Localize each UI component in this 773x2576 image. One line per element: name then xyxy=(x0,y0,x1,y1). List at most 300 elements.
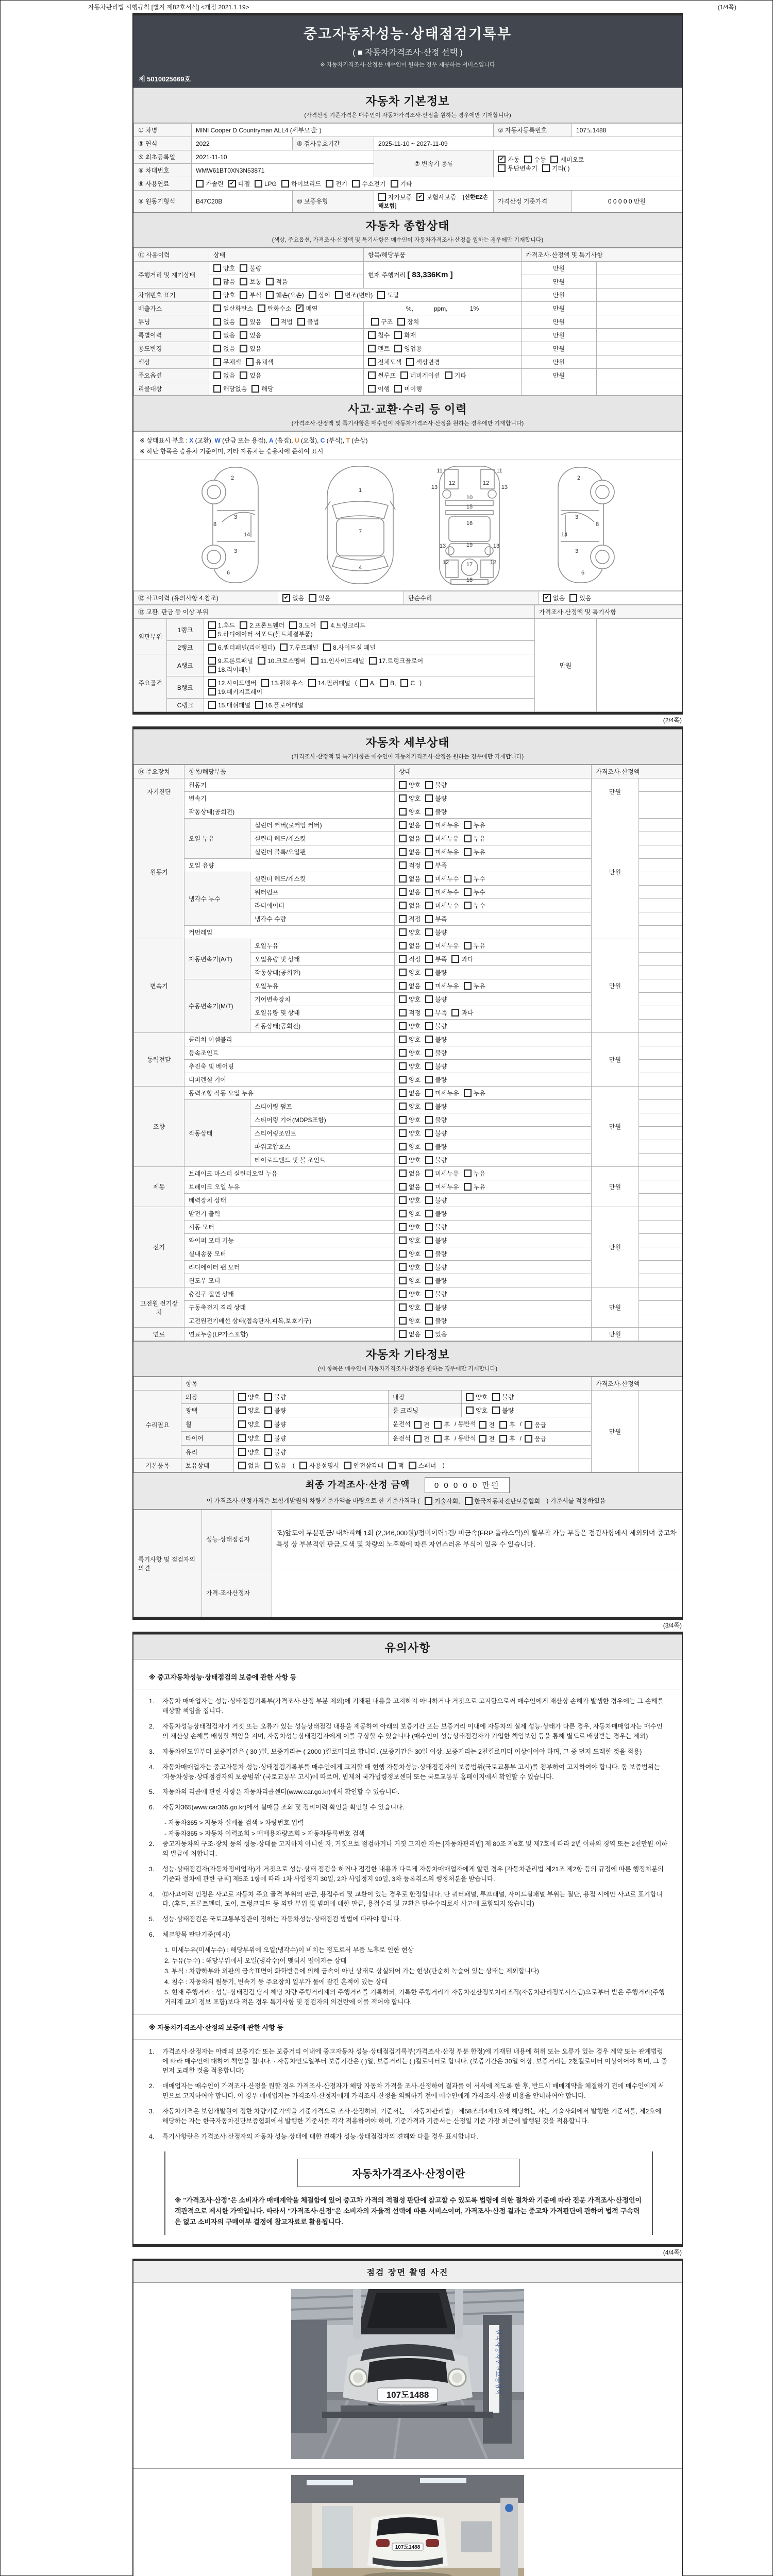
col-device: ⑭ 주요장치 xyxy=(134,765,184,778)
checkbox-한국자동차진단보증협회[interactable] xyxy=(465,1497,541,1505)
empty-box-icon xyxy=(368,385,376,393)
checkbox-누유[interactable] xyxy=(464,848,485,856)
checkbox-부식[interactable] xyxy=(240,291,261,299)
checkbox-부족[interactable] xyxy=(425,861,447,870)
checkbox-양호[interactable] xyxy=(399,1142,421,1151)
item-status xyxy=(395,899,592,912)
checkbox-불법[interactable] xyxy=(297,317,319,326)
checkbox-없음[interactable] xyxy=(282,594,304,602)
checkbox-label: 기타 xyxy=(454,372,466,380)
checkbox-부족[interactable] xyxy=(425,1008,447,1017)
notice-list-2 xyxy=(149,1839,668,2007)
checkbox-양호[interactable] xyxy=(399,1276,421,1285)
checkbox-8.사이드실 패널[interactable] xyxy=(323,643,376,652)
checkbox-없음[interactable] xyxy=(399,821,421,829)
checkbox-label: 불량 xyxy=(435,996,447,1004)
checkbox-양호[interactable] xyxy=(399,807,421,816)
checkbox-누유[interactable] xyxy=(464,1169,485,1178)
checkbox-불량[interactable] xyxy=(425,1290,447,1298)
checkbox-기타( )[interactable] xyxy=(542,164,570,173)
checkbox-label: 불량 xyxy=(274,1407,287,1415)
diagram-part-number: 8 xyxy=(595,521,599,528)
checkbox-탄화수소[interactable] xyxy=(258,304,291,313)
group-price-note xyxy=(639,1180,682,1194)
checkbox-불량[interactable] xyxy=(264,1434,286,1443)
checkbox-9.프론트패널[interactable] xyxy=(208,656,253,665)
checkbox-양호[interactable] xyxy=(399,1048,421,1057)
checkbox-기타[interactable] xyxy=(391,179,412,188)
checkbox-없음[interactable] xyxy=(399,1182,421,1191)
usage-change-item xyxy=(364,342,522,355)
checkbox-불량[interactable] xyxy=(264,1448,286,1456)
wheel-positions xyxy=(389,1417,592,1431)
checkbox-LPG[interactable] xyxy=(255,180,277,188)
checkbox-불량[interactable] xyxy=(425,1196,447,1205)
checkbox-썬루프[interactable] xyxy=(368,371,396,380)
checkbox-2.프론트휀더[interactable] xyxy=(240,621,284,630)
notice-item-number: 3. xyxy=(149,2107,155,2115)
col-status: 상태 xyxy=(209,248,364,262)
checkbox-미세누수[interactable] xyxy=(425,874,459,883)
checkbox-무단변속기[interactable] xyxy=(498,164,537,173)
checkbox-미세누수[interactable] xyxy=(425,888,459,896)
checkbox-미이행[interactable] xyxy=(394,384,422,393)
vin-value: WMW61BT0XN3N53871 xyxy=(192,164,374,177)
checkbox-양호[interactable] xyxy=(238,1448,260,1456)
checkbox-전[interactable] xyxy=(479,1420,495,1429)
checkbox-미세누유[interactable] xyxy=(425,1169,459,1178)
checkbox-상이[interactable] xyxy=(309,291,330,299)
checkbox-자동[interactable] xyxy=(498,155,519,164)
checkbox-스패너[interactable] xyxy=(409,1461,436,1470)
group-price-note xyxy=(639,993,682,1006)
checkbox-미세누유[interactable] xyxy=(425,1182,459,1191)
checkbox-양호[interactable] xyxy=(399,1209,421,1218)
checkbox-양호[interactable] xyxy=(399,1223,421,1231)
checkbox-label: 적정 xyxy=(409,956,421,963)
checkbox-불량[interactable] xyxy=(425,1276,447,1285)
checkbox-장치[interactable] xyxy=(397,317,419,326)
checkbox-네비게이션[interactable] xyxy=(400,371,440,380)
checkbox-양호[interactable] xyxy=(399,1290,421,1298)
rank-items xyxy=(204,641,535,654)
checkbox-label: 후 xyxy=(509,1435,515,1443)
checkbox-양호[interactable] xyxy=(466,1393,488,1401)
checkbox-전[interactable] xyxy=(414,1420,430,1429)
checkbox-훼손(오손)[interactable] xyxy=(266,291,304,299)
checkbox-양호[interactable] xyxy=(213,291,235,299)
checkbox-label: 불량 xyxy=(274,1420,287,1428)
mileage-current xyxy=(364,262,522,289)
checkbox-미세누유[interactable] xyxy=(425,834,459,843)
checkbox-없음[interactable] xyxy=(399,874,421,883)
checkbox-미세누수[interactable] xyxy=(425,901,459,910)
checkbox-불량[interactable] xyxy=(425,1209,447,1218)
checkbox-색상변경[interactable] xyxy=(406,358,440,366)
checkbox-있음[interactable] xyxy=(309,594,330,602)
checkbox-4.트렁크리드[interactable] xyxy=(321,621,365,630)
vin-label: ⑥ 차대번호 xyxy=(134,164,192,177)
checkbox-자가보증[interactable] xyxy=(378,193,412,201)
notice-item xyxy=(149,1914,668,1924)
checkbox-매연[interactable] xyxy=(296,304,317,313)
empty-box-icon xyxy=(464,1089,472,1097)
checkbox-불량[interactable] xyxy=(425,995,447,1004)
checkbox-적정[interactable] xyxy=(399,861,421,870)
checkbox-적정[interactable] xyxy=(399,1008,421,1017)
checkbox-6.쿼터패널(리어휀더)[interactable] xyxy=(208,643,275,652)
checkbox-양호[interactable] xyxy=(399,1316,421,1325)
checkbox-label: 양호 xyxy=(409,1157,421,1164)
checkbox-12.사이드멤버[interactable] xyxy=(208,679,257,687)
checkbox-불량[interactable] xyxy=(425,781,447,789)
checkbox-13.휠하우스[interactable] xyxy=(261,679,304,687)
checkbox-보험사보증[interactable] xyxy=(416,193,456,201)
checkbox-B,[interactable] xyxy=(380,679,396,687)
transmission-label: ⑦ 변속기 종류 xyxy=(374,150,494,177)
checkbox-양호[interactable] xyxy=(399,1075,421,1084)
checkbox-불량[interactable] xyxy=(264,1393,286,1401)
checkbox-label: 보통 xyxy=(249,278,262,286)
checkbox-불량[interactable] xyxy=(264,1406,286,1415)
checkbox-label: 불량 xyxy=(435,1210,447,1218)
checkbox-17.트렁크플로어[interactable] xyxy=(369,656,423,665)
accident-history-table xyxy=(133,591,682,605)
checkbox-있음[interactable] xyxy=(240,344,261,353)
checkbox-화재[interactable] xyxy=(394,331,416,340)
item-label: 클러치 어셈블리 xyxy=(184,1033,395,1046)
checkbox-안전삼각대[interactable] xyxy=(344,1461,383,1470)
checkbox-렌트[interactable] xyxy=(368,344,390,353)
checkbox-일산화탄소[interactable] xyxy=(213,304,253,313)
checkbox-양호[interactable] xyxy=(399,1102,421,1111)
checkbox-불량[interactable] xyxy=(425,1249,447,1258)
checkbox-수동[interactable] xyxy=(524,155,546,164)
checkbox-label: 불량 xyxy=(274,1394,287,1401)
empty-box-icon xyxy=(406,358,414,366)
checkbox-양호[interactable] xyxy=(399,1035,421,1044)
empty-box-icon xyxy=(271,318,279,326)
checkbox-label: 부족 xyxy=(435,916,447,923)
checkbox-기술사회,[interactable] xyxy=(425,1497,460,1505)
checkbox-label: 과다 xyxy=(461,1009,474,1017)
checkbox-후[interactable] xyxy=(434,1434,450,1443)
empty-box-icon xyxy=(264,1448,272,1456)
empty-box-icon xyxy=(425,995,433,1003)
checkbox-후[interactable] xyxy=(499,1420,515,1429)
checkbox-불량[interactable] xyxy=(425,928,447,937)
checkbox-없음[interactable] xyxy=(238,1461,260,1470)
checkbox-없음[interactable] xyxy=(399,1330,421,1338)
checkbox-없음[interactable] xyxy=(213,331,235,340)
checkbox-양호[interactable] xyxy=(399,968,421,977)
photos-title: 점검 장면 촬영 사진 xyxy=(133,2261,682,2283)
checkbox-label: 양호 xyxy=(409,808,421,816)
car-name-value: MINI Cooper D Countryman ALL4 (세부모델: ) xyxy=(192,124,494,137)
checkbox-불량[interactable] xyxy=(425,1022,447,1030)
checkbox-A,[interactable] xyxy=(360,679,376,687)
checkbox-양호[interactable] xyxy=(399,794,421,803)
checkbox-label: 불량 xyxy=(249,265,262,273)
checkbox-label: 자동 xyxy=(508,156,520,163)
checkbox-응급[interactable] xyxy=(525,1434,546,1443)
checkbox-양호[interactable] xyxy=(238,1393,260,1401)
item-label: 디퍼렌셜 기어 xyxy=(184,1073,395,1087)
checkbox-누유[interactable] xyxy=(464,941,485,950)
empty-box-icon xyxy=(451,1009,459,1016)
checkbox-없음[interactable] xyxy=(399,1169,421,1178)
special-history-item xyxy=(364,329,522,342)
checkbox-label: 있음 xyxy=(249,332,262,340)
checkbox-누유[interactable] xyxy=(464,1089,485,1097)
warranty-checks xyxy=(378,193,461,200)
checkbox-불량[interactable] xyxy=(425,1316,447,1325)
checkbox-잭[interactable] xyxy=(388,1461,404,1470)
definition-box-text: ※ "가격조사·산정"은 소비자가 매매계약을 체결함에 있어 중고차 가격의 적절성 판단에 참고할 수 있도록 법령에 의한 절차와 기준에 따라 전문 가격조사·산정인이 객관적으로 제시한 가액입니다. 따라서 "가격조사·산정"은 소비자의 자율적 선택에 따른 서비스이며, 가격조사·산정 결과는 중고차 가격판단에 관하여 법적 구속력은 없고 소비자의 구매여부 결정에 참고자료로 활용됩니다. xyxy=(175,2196,642,2226)
checkbox-양호[interactable] xyxy=(399,781,421,789)
checkbox-과다[interactable] xyxy=(451,955,473,963)
checkbox-후[interactable] xyxy=(434,1420,450,1429)
polish-status xyxy=(234,1404,389,1417)
checkbox-11.인사이드패널[interactable] xyxy=(311,656,364,665)
checkbox-유채색[interactable] xyxy=(246,358,274,366)
checkbox-불량[interactable] xyxy=(425,1115,447,1124)
group-price-note xyxy=(639,1033,682,1046)
checkbox-불량[interactable] xyxy=(425,1129,447,1138)
checkbox-label: 누유 xyxy=(473,835,485,843)
checkbox-불량[interactable] xyxy=(425,1236,447,1245)
group-price-manwon: 만원 xyxy=(592,1033,639,1087)
checkbox-미세누유[interactable] xyxy=(425,981,459,990)
item-status xyxy=(395,778,592,792)
checkbox-없음[interactable] xyxy=(399,901,421,910)
checkbox-불량[interactable] xyxy=(425,1223,447,1231)
checkbox-5.라디에이터 서포트(볼트체결부품)[interactable] xyxy=(208,630,313,638)
checkbox-응급[interactable] xyxy=(525,1420,546,1429)
checkbox-미세누유[interactable] xyxy=(425,821,459,829)
checkbox-양호[interactable] xyxy=(399,928,421,937)
exchange-price-label: 가격조사·산정액 및 특기사항 xyxy=(535,605,682,619)
checkbox-누수[interactable] xyxy=(464,874,485,883)
checkbox-전[interactable] xyxy=(479,1434,495,1443)
checkbox-불량[interactable] xyxy=(492,1393,514,1401)
checkbox-C[interactable] xyxy=(400,679,415,687)
item-label: 작동상태(공회전) xyxy=(250,1020,395,1033)
checkbox-없음[interactable] xyxy=(399,981,421,990)
empty-box-icon xyxy=(399,875,407,883)
checkbox-영업용[interactable] xyxy=(394,344,422,353)
table-row xyxy=(134,315,682,329)
checkbox-불량[interactable] xyxy=(425,1035,447,1044)
checkbox-누유[interactable] xyxy=(464,1182,485,1191)
empty-box-icon xyxy=(425,1223,433,1231)
checkbox-불량[interactable] xyxy=(425,968,447,977)
checkbox-label: 색상변경 xyxy=(416,359,440,366)
checkbox-누수[interactable] xyxy=(464,888,485,896)
checkbox-양호[interactable] xyxy=(399,1236,421,1245)
checkbox-양호[interactable] xyxy=(466,1406,488,1415)
checkbox-14.필러패널[interactable] xyxy=(308,679,350,687)
checkbox-있음[interactable] xyxy=(425,1330,447,1338)
diagram-part-number: 14 xyxy=(561,532,568,538)
checkbox-미세누유[interactable] xyxy=(425,1089,459,1097)
checkbox-label: 누수 xyxy=(473,875,485,883)
checkbox-7.루프패널[interactable] xyxy=(280,643,318,652)
checkbox-label: 13.휠하우스 xyxy=(271,680,304,687)
checkbox-없음[interactable] xyxy=(399,941,421,950)
checkbox-없음[interactable] xyxy=(399,834,421,843)
checkbox-양호[interactable] xyxy=(238,1420,260,1429)
checkbox-이행[interactable] xyxy=(368,384,390,393)
checkbox-양호[interactable] xyxy=(399,1062,421,1071)
checkbox-16.플로어패널[interactable] xyxy=(255,701,304,709)
empty-box-icon xyxy=(261,679,269,687)
checkbox-양호[interactable] xyxy=(399,995,421,1004)
group-price-note xyxy=(639,1194,682,1207)
checkbox-없음[interactable] xyxy=(213,317,235,326)
checkbox-양호[interactable] xyxy=(238,1434,260,1443)
checkbox-구조[interactable] xyxy=(371,317,393,326)
checkbox-사용설명서[interactable] xyxy=(299,1461,339,1470)
checkbox-15.대쉬패널[interactable] xyxy=(208,701,250,709)
empty-box-icon xyxy=(255,180,262,188)
checkbox-세미오토[interactable] xyxy=(550,155,584,164)
checkbox-양호[interactable] xyxy=(399,1196,421,1205)
checkbox-불량[interactable] xyxy=(425,1303,447,1312)
checkbox-label: 누유 xyxy=(473,1170,485,1178)
checkbox-없음[interactable] xyxy=(399,848,421,856)
checkbox-19.패키지트레이[interactable] xyxy=(208,687,262,696)
checkbox-양호[interactable] xyxy=(399,1156,421,1164)
empty-box-icon xyxy=(240,264,247,272)
checkbox-label: 많음 xyxy=(223,278,236,286)
car-damage-diagram xyxy=(133,460,682,591)
checkbox-누유[interactable] xyxy=(464,981,485,990)
checkbox-label: 장치 xyxy=(407,318,419,326)
item-status xyxy=(395,1314,592,1328)
item-label: 라디에이터 팬 모터 xyxy=(184,1261,395,1274)
empty-box-icon xyxy=(208,701,216,709)
checkbox-양호[interactable] xyxy=(213,264,235,273)
checkbox-양호[interactable] xyxy=(399,1249,421,1258)
checkbox-해당없음[interactable] xyxy=(213,384,247,393)
checkbox-18.리어패널[interactable] xyxy=(208,665,250,674)
checkbox-불량[interactable] xyxy=(425,1142,447,1151)
checkbox-하이브리드[interactable] xyxy=(281,179,321,188)
checkbox-양호[interactable] xyxy=(399,1303,421,1312)
checkbox-양호[interactable] xyxy=(399,1022,421,1030)
checkbox-디젤[interactable] xyxy=(228,179,250,188)
checkbox-없음[interactable] xyxy=(543,594,565,602)
checkbox-있음[interactable] xyxy=(240,331,261,340)
group-price-note xyxy=(639,1274,682,1287)
checkbox-양호[interactable] xyxy=(399,1129,421,1138)
checkbox-불량[interactable] xyxy=(492,1406,514,1415)
mileage-status1 xyxy=(209,262,364,275)
checkbox-label: 없음 xyxy=(223,332,236,340)
checkbox-적음[interactable] xyxy=(266,277,288,286)
checkbox-있음[interactable] xyxy=(240,317,261,326)
checkbox-후[interactable] xyxy=(499,1434,515,1443)
checkbox-기타[interactable] xyxy=(445,371,466,380)
checkbox-1.후드[interactable] xyxy=(208,621,235,630)
checkbox-부족[interactable] xyxy=(425,955,447,963)
checkbox-있음[interactable] xyxy=(569,594,591,602)
basic-items-group: 기본품목 xyxy=(134,1459,181,1472)
checkbox-있음[interactable] xyxy=(240,371,261,380)
empty-box-icon xyxy=(466,1393,474,1401)
remarks-label: 특기사항 및 점검자의 의견 xyxy=(134,1510,202,1617)
empty-box-icon xyxy=(479,1421,486,1429)
checkbox-가솔린[interactable] xyxy=(196,179,224,188)
checkbox-없음[interactable] xyxy=(399,888,421,896)
checkbox-부족[interactable] xyxy=(425,914,447,923)
checkbox-누수[interactable] xyxy=(464,901,485,910)
checkbox-적정[interactable] xyxy=(399,955,421,963)
panel-group-label: 외판부위 xyxy=(134,619,167,654)
checkbox-침수[interactable] xyxy=(368,331,390,340)
checkbox-불량[interactable] xyxy=(425,807,447,816)
checkbox-불량[interactable] xyxy=(425,1075,447,1084)
item-label: 연료누출(LP가스포함) xyxy=(184,1328,395,1341)
checkbox-많음[interactable] xyxy=(213,277,235,286)
checkbox-불량[interactable] xyxy=(240,264,261,273)
checkbox-있음[interactable] xyxy=(264,1461,286,1470)
checkbox-변조(변타)[interactable] xyxy=(335,291,373,299)
checkbox-무채색[interactable] xyxy=(213,358,241,366)
checkbox-적정[interactable] xyxy=(399,914,421,923)
checkbox-불량[interactable] xyxy=(425,1102,447,1111)
checkbox-전기[interactable] xyxy=(326,179,347,188)
checkbox-없음[interactable] xyxy=(213,344,235,353)
checkbox-label: 매연 xyxy=(306,305,318,313)
checkbox-전체도색[interactable] xyxy=(368,358,401,366)
checkbox-label: 후 xyxy=(509,1421,515,1429)
checkbox-없음[interactable] xyxy=(399,1089,421,1097)
empty-box-icon xyxy=(213,304,221,312)
checkbox-불량[interactable] xyxy=(264,1420,286,1429)
checkbox-3.도어[interactable] xyxy=(289,621,316,630)
item-status xyxy=(395,939,592,953)
checkbox-불량[interactable] xyxy=(425,1156,447,1164)
checkbox-양호[interactable] xyxy=(399,1263,421,1272)
checkbox-해당[interactable] xyxy=(251,384,273,393)
checkbox-적법[interactable] xyxy=(271,317,293,326)
checkbox-도말[interactable] xyxy=(377,291,399,299)
checkbox-label: A, xyxy=(369,679,376,687)
checkbox-양호[interactable] xyxy=(238,1406,260,1415)
inspection-photo-front-cell xyxy=(133,2283,682,2469)
checkbox-누유[interactable] xyxy=(464,821,485,829)
checkbox-누유[interactable] xyxy=(464,834,485,843)
checkbox-전[interactable] xyxy=(414,1434,430,1443)
checkbox-label: 3.도어 xyxy=(299,622,316,630)
checkbox-불량[interactable] xyxy=(425,1062,447,1071)
item-label: 오일누유 xyxy=(250,939,395,953)
checkbox-없음[interactable] xyxy=(213,371,235,380)
checkbox-불량[interactable] xyxy=(425,1263,447,1272)
checkbox-보통[interactable] xyxy=(240,277,261,286)
checkbox-과다[interactable] xyxy=(451,1008,473,1017)
checkbox-미세누유[interactable] xyxy=(425,941,459,950)
checkbox-불량[interactable] xyxy=(425,794,447,803)
checkbox-10.크로스멤버[interactable] xyxy=(258,656,306,665)
checkbox-양호[interactable] xyxy=(399,1115,421,1124)
checkbox-미세누유[interactable] xyxy=(425,848,459,856)
fuel-options xyxy=(192,177,682,191)
checkbox-불량[interactable] xyxy=(425,1048,447,1057)
checkbox-수소전기[interactable] xyxy=(352,179,385,188)
